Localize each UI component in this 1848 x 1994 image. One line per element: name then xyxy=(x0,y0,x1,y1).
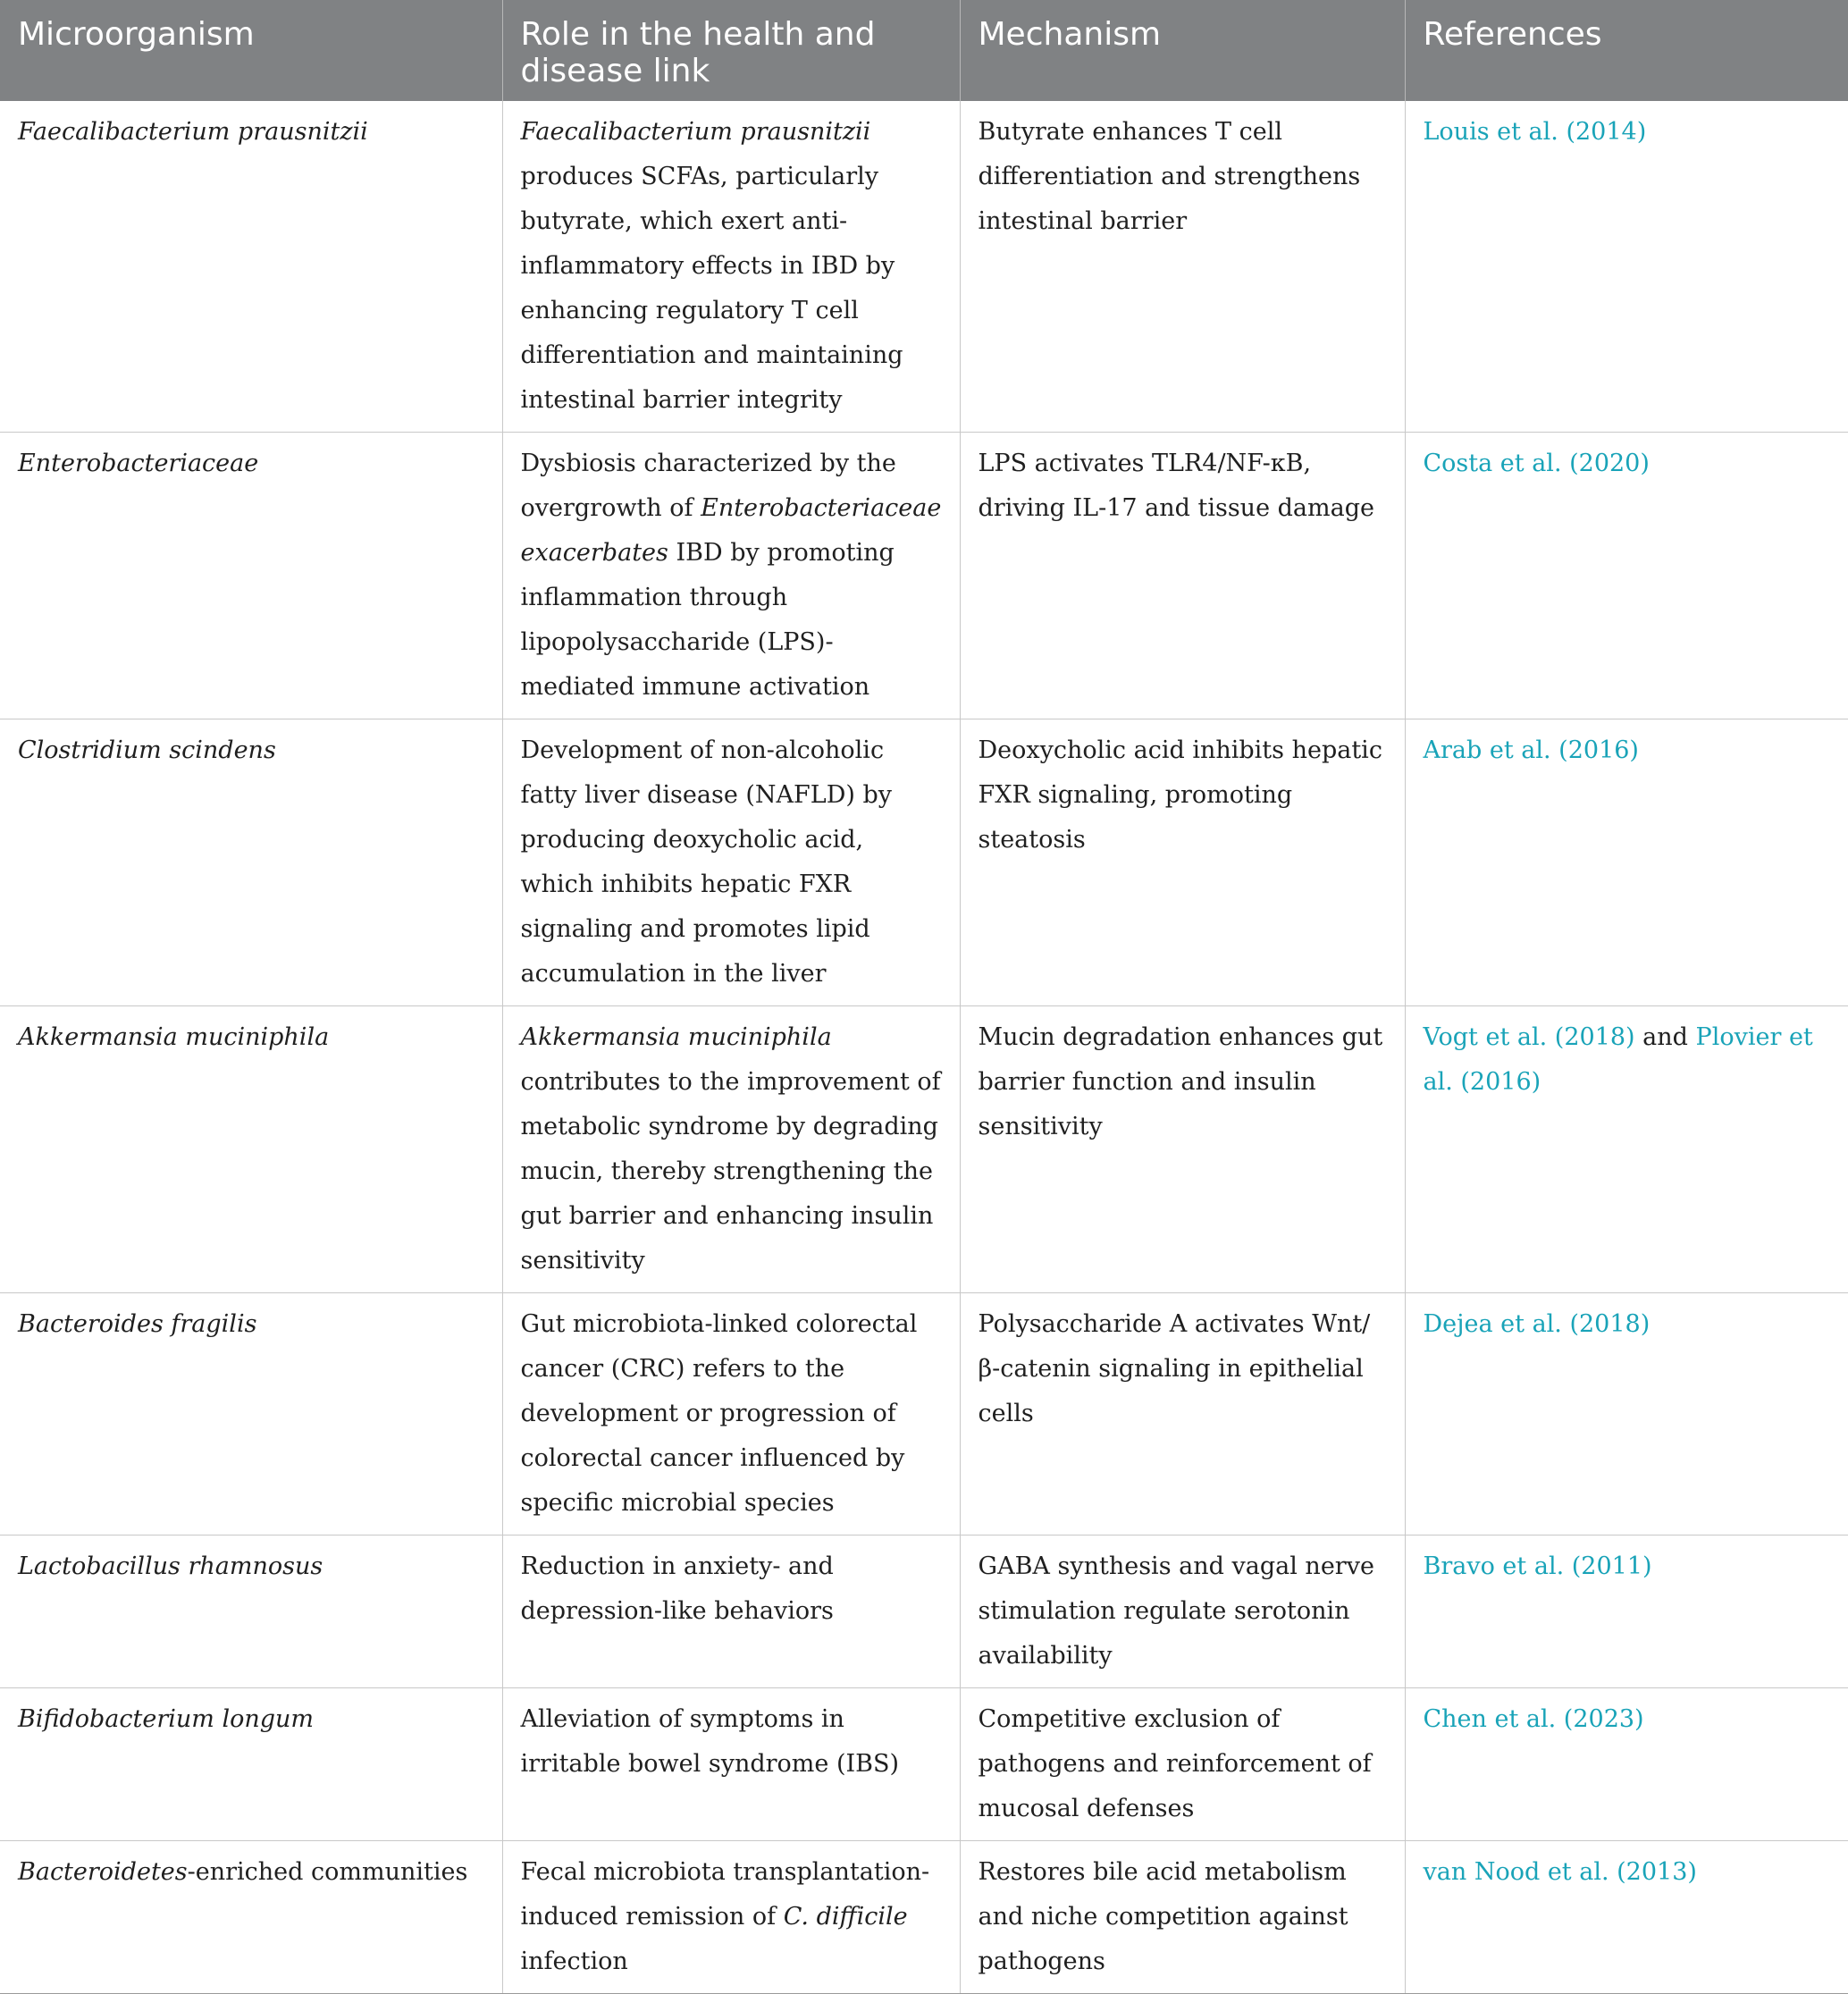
cell-references xyxy=(1405,1688,1848,1841)
cell-role xyxy=(502,1841,960,1994)
cell-references xyxy=(1405,1293,1848,1535)
role-text: Fecal microbiota transplantation-induced remission of xyxy=(520,1858,930,1931)
cell-mechanism: LPS activates TLR4/NF-κB, driving IL-17 and tissue damage xyxy=(960,433,1405,719)
organism-name: Bacteroides fragilis xyxy=(18,1310,257,1338)
cell-references xyxy=(1405,719,1848,1006)
role-text: contributes to the improvement of metabolic syndrome by degrading mucin, thereby strengthening the gut barrier and enhancing insulin sensitivity xyxy=(520,1068,941,1275)
cell-mechanism: Deoxycholic acid inhibits hepatic FXR signaling, promoting steatosis xyxy=(960,719,1405,1006)
cell-role xyxy=(502,1006,960,1293)
organism-suffix: -enriched communities xyxy=(187,1858,468,1886)
organism-name: Faecalibacterium prausnitzii xyxy=(18,118,368,146)
cell-role: Reduction in anxiety- and depression-like behaviors xyxy=(502,1535,960,1688)
cell-role: Gut microbiota-linked colorectal cancer (CRC) refers to the development or progression of colorectal cancer influenced by specific microbial species xyxy=(502,1293,960,1535)
role-text: infection xyxy=(520,1948,628,1975)
cell-organism xyxy=(0,1535,502,1688)
cell-organism xyxy=(0,1293,502,1535)
table-row xyxy=(0,719,1848,1006)
cell-organism xyxy=(0,1006,502,1293)
reference-link[interactable]: Dejea et al. (2018) xyxy=(1423,1310,1651,1338)
cell-organism xyxy=(0,433,502,719)
role-text: Dysbiosis characterized by the overgrowth of xyxy=(520,450,896,522)
reference-link[interactable]: Chen et al. (2023) xyxy=(1423,1705,1644,1733)
table-row xyxy=(0,1006,1848,1293)
cell-mechanism: Polysaccharide A activates Wnt/β-catenin signaling in epithelial cells xyxy=(960,1293,1405,1535)
organism-name: Lactobacillus rhamnosus xyxy=(18,1552,323,1580)
table-row xyxy=(0,1688,1848,1841)
organism-name: Enterobacteriaceae xyxy=(18,450,259,477)
cell-references xyxy=(1405,433,1848,719)
reference-link[interactable]: Louis et al. (2014) xyxy=(1423,118,1647,146)
organism-name: Clostridium scindens xyxy=(18,736,276,764)
cell-references xyxy=(1405,1841,1848,1994)
cell-references xyxy=(1405,1006,1848,1293)
organism-name: Akkermansia muciniphila xyxy=(18,1023,330,1051)
cell-mechanism: Competitive exclusion of pathogens and reinforcement of mucosal defenses xyxy=(960,1688,1405,1841)
role-italic: Faecalibacterium prausnitzii xyxy=(520,118,871,146)
table-row xyxy=(0,1535,1848,1688)
cell-references xyxy=(1405,101,1848,433)
cell-organism xyxy=(0,1841,502,1994)
cell-organism xyxy=(0,719,502,1006)
reference-link[interactable]: Vogt et al. (2018) xyxy=(1423,1023,1635,1051)
reference-link[interactable]: Bravo et al. (2011) xyxy=(1423,1552,1652,1580)
cell-references xyxy=(1405,1535,1848,1688)
table-row xyxy=(0,1841,1848,1994)
cell-mechanism: GABA synthesis and vagal nerve stimulation regulate serotonin availability xyxy=(960,1535,1405,1688)
role-italic: C. difficile xyxy=(783,1903,908,1931)
cell-role: Alleviation of symptoms in irritable bowel syndrome (IBS) xyxy=(502,1688,960,1841)
reference-join: and xyxy=(1634,1023,1696,1051)
cell-organism xyxy=(0,1688,502,1841)
header-row xyxy=(0,0,1848,101)
header-references: References xyxy=(1405,0,1848,101)
reference-link[interactable]: van Nood et al. (2013) xyxy=(1423,1858,1697,1886)
organism-name: Bacteroidetes xyxy=(18,1858,188,1886)
cell-role xyxy=(502,433,960,719)
reference-link[interactable]: Plovier et al. (2016) xyxy=(1423,1023,1813,1096)
header-microorganism: Microorganism xyxy=(0,0,502,101)
role-text: produces SCFAs, particularly butyrate, which exert anti-inflammatory effects in IBD by enhancing regulatory T cell differentiation and maintaining intestinal barrier integrity xyxy=(520,163,903,414)
cell-mechanism: Restores bile acid metabolism and niche competition against pathogens xyxy=(960,1841,1405,1994)
reference-link[interactable]: Arab et al. (2016) xyxy=(1423,736,1639,764)
role-text: IBD by promoting inflammation through lipopolysaccharide (LPS)-mediated immune activation xyxy=(520,539,895,701)
reference-link[interactable]: Costa et al. (2020) xyxy=(1423,450,1650,477)
table-row xyxy=(0,101,1848,433)
role-italic: Enterobacteriaceae exacerbates xyxy=(520,494,942,567)
table-row xyxy=(0,433,1848,719)
cell-mechanism: Butyrate enhances T cell differentiation and strengthens intestinal barrier xyxy=(960,101,1405,433)
table-row xyxy=(0,1293,1848,1535)
cell-role xyxy=(502,101,960,433)
organism-name: Bifidobacterium longum xyxy=(18,1705,315,1733)
role-italic: Akkermansia muciniphila xyxy=(520,1023,832,1051)
header-mechanism: Mechanism xyxy=(960,0,1405,101)
cell-mechanism: Mucin degradation enhances gut barrier function and insulin sensitivity xyxy=(960,1006,1405,1293)
cell-organism xyxy=(0,101,502,433)
header-role: Role in the health and disease link xyxy=(502,0,960,101)
cell-role: Development of non-alcoholic fatty liver disease (NAFLD) by producing deoxycholic acid, which inhibits hepatic FXR signaling and promotes lipid accumulation in the liver xyxy=(502,719,960,1006)
